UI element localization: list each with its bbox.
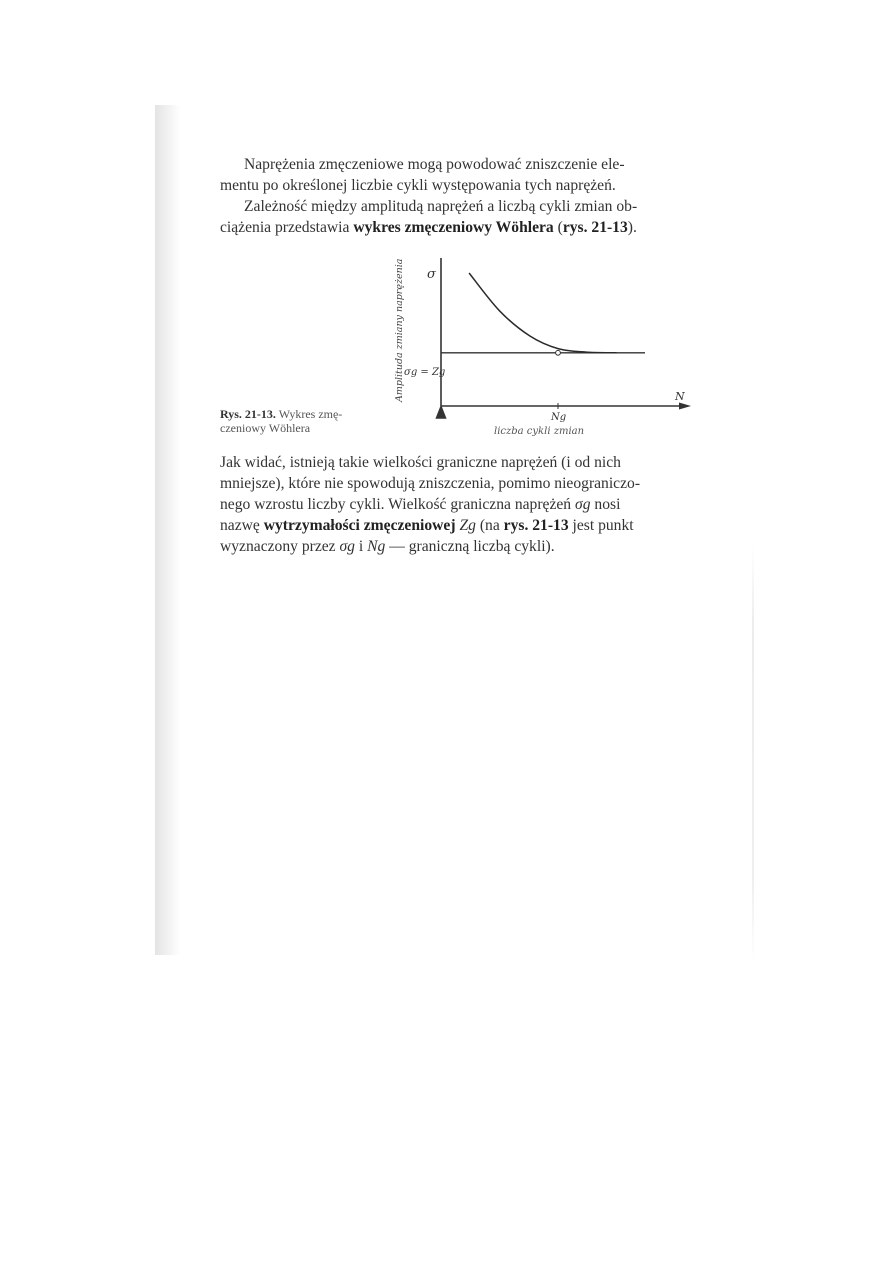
y-axis-symbol: σ (427, 267, 436, 282)
text-segment: (na (475, 517, 504, 534)
caption-text: czeniowy Wöhlera (220, 421, 311, 435)
symbol-z-g: Zg (459, 517, 476, 534)
text-segment: jest punkt (568, 517, 634, 534)
text-line (220, 515, 698, 536)
text-segment: ciążenia przedstawia (220, 219, 354, 236)
text-segment: nosi (590, 496, 621, 513)
x-axis-arrow (679, 403, 691, 410)
limit-point-x-label: Ng (551, 412, 567, 423)
limit-line-label: σg = Zg (404, 367, 446, 378)
text-segment: — graniczną liczbą cykli). (385, 538, 555, 555)
text-line: mniejsze), które nie spowodują zniszczenia, pomimo nieograniczo- (220, 475, 641, 492)
woehler-curve (469, 273, 616, 353)
scan-mark (752, 545, 754, 965)
x-axis-symbol: N (675, 390, 685, 403)
text-line (220, 536, 698, 557)
symbol-sigma-g: σg (339, 538, 355, 555)
text-line: mentu po określonej liczbie cykli występowania tych naprężeń. (220, 177, 616, 194)
text-line (220, 494, 698, 515)
caption-label: Rys. 21-13. (220, 407, 276, 421)
caption-text: Wykres zmę- (278, 407, 343, 421)
figure-reference: rys. 21-13 (562, 219, 628, 236)
text-segment: nego wzrostu liczby cykli. Wielkość graniczna naprężeń (220, 496, 576, 513)
text-segment: ( (553, 219, 563, 236)
y-axis-label: Amplituda zmiany naprężenia (394, 258, 405, 402)
limit-point (556, 350, 561, 355)
symbol-sigma-g: σg (575, 496, 591, 513)
text-line: Zależność między amplitudą naprężeń a liczbą cykli zmian ob- (244, 198, 638, 215)
symbol-n-g: Ng (367, 538, 386, 555)
text-line: Jak widać, istnieją takie wielkości graniczne naprężeń (i od nich (220, 454, 621, 471)
text-segment: nazwę (220, 517, 264, 534)
figure-caption (220, 407, 342, 435)
figure-reference: rys. 21-13 (503, 517, 569, 534)
text-line (220, 217, 698, 238)
woehler-chart (375, 248, 695, 438)
text-line: Naprężenia zmęczeniowe mogą powodować zniszczenie ele- (244, 156, 625, 173)
chart-marks (441, 273, 645, 409)
bold-term-fatigue-strength: wytrzymałości zmęczeniowej (263, 517, 456, 534)
text-segment: ). (627, 219, 637, 236)
scan-shadow (155, 105, 181, 955)
paragraph-intro (220, 154, 698, 238)
x-axis-label: liczba cykli zmian (494, 426, 585, 437)
text-segment: i (354, 538, 368, 555)
paragraph-conclusion (220, 452, 698, 557)
bold-term-woehler: wykres zmęczeniowy Wöhlera (353, 219, 554, 236)
text-segment: wyznaczony przez (220, 538, 340, 555)
